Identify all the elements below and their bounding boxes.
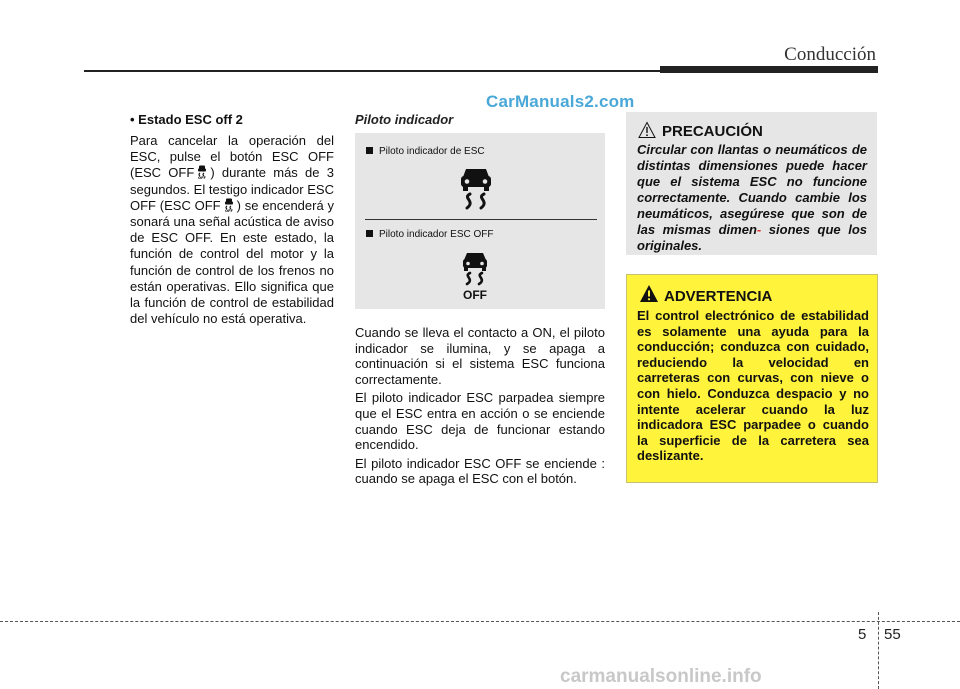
svg-text:OFF: OFF — [198, 176, 207, 180]
left-column — [128, 112, 334, 327]
caution-triangle-icon — [638, 121, 656, 139]
indicator-box — [355, 133, 605, 309]
svg-text:OFF: OFF — [224, 208, 233, 212]
precaution-heading: PRECAUCIÓN — [662, 123, 763, 140]
warning-triangle-icon — [639, 284, 659, 303]
precaution-body: Circular con llantas o neumáticos de distintas dimensiones puede hacer que el sistema ESC no funcione correctamente. Cuando cambie los neumáticos, asegúrese que son de las mismas dimen- siones que los originales. — [637, 142, 867, 253]
warning-box — [627, 275, 877, 482]
esc-off-icon — [223, 198, 235, 212]
header-bar — [660, 66, 878, 73]
indicator-esc-off-label: Piloto indicador ESC OFF — [366, 229, 494, 240]
esc-indicator-icon — [455, 163, 497, 213]
paragraph-1: Cuando se lleva el contacto a ON, el piloto indicador se ilumina, y se apaga a continuación si el sistema ESC funciona correctamente. — [355, 325, 605, 387]
warning-body: El control electrónico de estabilidad es solamente una ayuda para la conducción; conduzca con cuidado, reduciendo la velocidad en carreteras con curvas, con nieve o con hielo. Conduzca despacio y no intente acelerar cuando la luz indicadora ESC parpadee o cuando la superficie de la carretera sea deslizante. — [637, 308, 869, 464]
middle-column-title — [355, 112, 605, 127]
indicator-divider — [365, 219, 597, 220]
warning-heading: ADVERTENCIA — [664, 288, 773, 305]
page-number: 55 — [884, 626, 901, 643]
paragraph-3: El piloto indicador ESC OFF se enciende : cuando se apaga el ESC con el botón. — [355, 455, 605, 487]
footer-vertical-rule — [878, 612, 879, 689]
footer-watermark[interactable]: carmanualsonline.info — [560, 666, 762, 687]
bullet-title: • Estado ESC off 2 — [130, 112, 243, 127]
off-text: OFF — [463, 288, 487, 302]
indicator-description — [355, 325, 605, 490]
precaution-box — [626, 112, 877, 255]
chapter-number: 5 — [858, 626, 867, 643]
watermark-link[interactable]: CarManuals2.com — [486, 92, 635, 111]
section-title: Piloto indicador — [355, 112, 454, 127]
square-bullet-icon — [366, 147, 373, 154]
hyphen-mark: - — [756, 222, 762, 237]
esc-off-icon — [196, 165, 208, 179]
esc-off-indicator-icon — [454, 249, 496, 305]
page-header-title: Conducción — [784, 44, 876, 65]
footer-dashed-rule — [0, 621, 960, 622]
esc-off-paragraph: Para cancelar la operación del ESC, pulse el botón ESC OFF (ESC OFF OFF ) durante más de 3 segundos. El testigo indicador ESC OFF (ESC OFF OFF ) se encenderá y sonará una señal acústica de aviso de ESC OFF. En este estado, la función de control del motor y la función de control de los frenos no están operativas. Ello significa que la función de control de estabilidad del vehículo no está operativa. — [130, 133, 334, 327]
header-rule — [84, 70, 660, 72]
indicator-esc-label: Piloto indicador de ESC — [366, 146, 485, 157]
paragraph-2: El piloto indicador ESC parpadea siempre que el ESC entra en acción o se enciende cuando ESC deja de funcionar estando encendido. — [355, 390, 605, 453]
square-bullet-icon — [366, 230, 373, 237]
